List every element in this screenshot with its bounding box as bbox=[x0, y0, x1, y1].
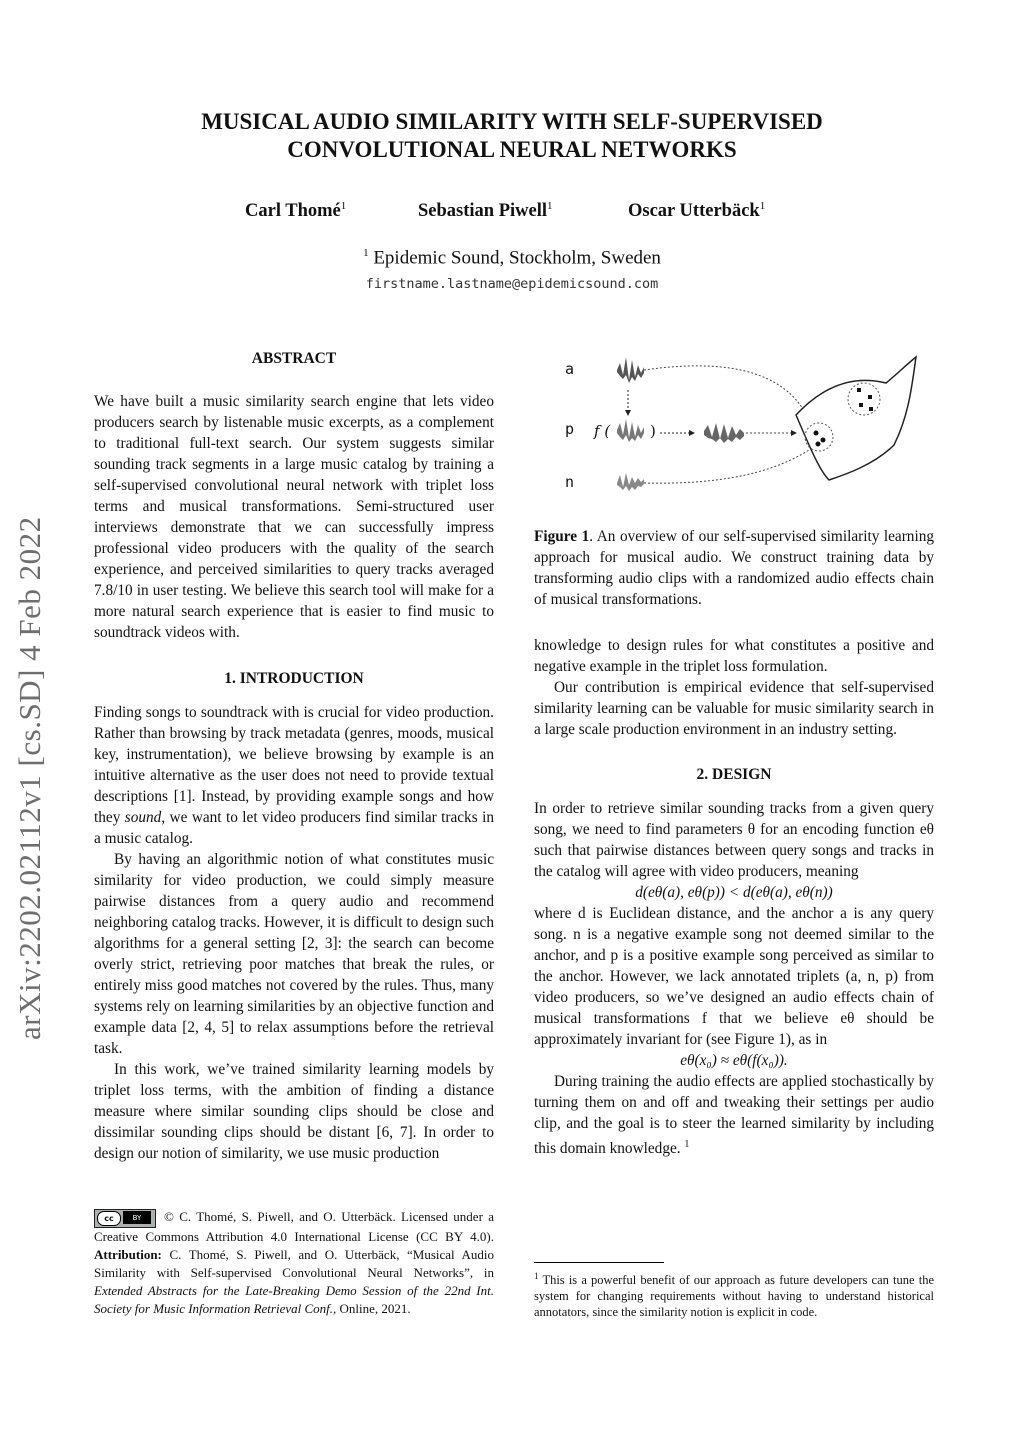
attribution-text: C. Thomé, S. Piwell, and O. Utterbäck, “Musical Audio Similarity with Self-supervised Convolutional Neural Networks”, in bbox=[94, 1246, 494, 1280]
attribution-label: Attribution: bbox=[94, 1246, 162, 1262]
embedding-manifold bbox=[796, 357, 916, 480]
figure-1 bbox=[534, 345, 934, 515]
continued-paragraph: knowledge to design rules for what constitutes a positive and negative example in the triplet loss formulation. bbox=[534, 637, 934, 675]
waveform-negative-icon bbox=[617, 473, 644, 491]
license-line: © C. Thomé, S. Piwell, and O. Utterbäck. Licensed under a Creative Commons Attribution 4.0 International License (CC BY 4.0). bbox=[94, 1209, 494, 1244]
intro-paragraph-3: In this work, we’ve trained similarity learning models by triplet loss terms, with the ambition of finding a distance measure where similar sounding clips should be close and dissimilar sounding clips should be distant [6, 7]. In order to design our notion of similarity, we use music production bbox=[94, 1061, 494, 1162]
equation-2: eθ(x₀) ≈ eθ(f(x₀)). bbox=[680, 1052, 788, 1069]
label-positive: p bbox=[565, 420, 575, 438]
left-column bbox=[94, 348, 494, 1164]
waveform-positive-icon bbox=[617, 419, 644, 442]
author-2: Sebastian Piwell$^1$ bbox=[418, 200, 553, 222]
license-block bbox=[94, 1208, 494, 1318]
footnote-reference[interactable]: 1 bbox=[684, 1139, 690, 1150]
author-3: Oscar Utterbäck$^1$ bbox=[628, 200, 766, 222]
anchor-embed-arrow bbox=[644, 366, 809, 420]
intro-paragraph-1: Finding songs to soundtrack with is crucial for video production. Rather than browsing by track metadata (genres, moods, musical key, instrumentation), we believe browsing by example is an intuitive alternative as the user does not need to provide textual descriptions [1]. Instead, by providing example songs and how they sound, we want to let video producers find similar tracks in a music catalog. bbox=[94, 704, 494, 847]
abstract-text: We have built a music similarity search engine that lets video producers search by listenable music excerpts, as a complement to traditional full-text search. Our system suggests similar sounding track segments in a large music catalog by training a self-supervised convolutional neural network with triplet loss terms and musical transformations. Semi-structured user interviews demonstrate that we can successfully impress professional video producers with the quality of the search experience, and perceived similarities to query tracks averaged 7.8/10 in user testing. We believe this search tool will make for a more natural search experience that is easier to find music to soundtrack videos with. bbox=[94, 393, 494, 641]
attribution-venue: Extended Abstracts for the Late-Breaking Demo Session of the 22nd Int. Society for Music Information Retrieval Conf., bbox=[94, 1282, 494, 1316]
footnote-divider bbox=[534, 1262, 664, 1263]
waveform-anchor-icon bbox=[617, 357, 644, 383]
design-heading: 2. DESIGN bbox=[696, 766, 772, 783]
equation-1: d(eθ(a), eθ(p)) < d(eθ(a), eθ(n)) bbox=[635, 884, 833, 901]
figure-diagram bbox=[534, 345, 934, 515]
intro-heading: 1. INTRODUCTION bbox=[224, 670, 364, 687]
design-paragraph-3: During training the audio effects are applied stochastically by turning them on and off and tweaking their settings per audio clip, and the goal is to steer the learned similarity by including this domain knowledge. $^1$ bbox=[534, 1073, 934, 1158]
author-email: firstname.lastname@epidemicsound.com bbox=[365, 276, 659, 292]
design-paragraph-2: where d is Euclidean distance, and the anchor a is any query song. n is a negative example song not deemed similar to the anchor, and p is a positive example song perceived as similar to the anchor. However, we lack annotated triplets (a, n, p) from video producers, so we’ve designed an audio effects chain of musical transformations f that we believe eθ should be approximately invariant for (see Figure 1), as in bbox=[534, 905, 934, 1048]
right-column bbox=[534, 635, 934, 1159]
attribution-end: Online, 2021. bbox=[336, 1300, 411, 1316]
contribution-paragraph: Our contribution is empirical evidence that self-supervised similarity learning can be valuable for music similarity search in a large scale production environment in an industry setting. bbox=[534, 679, 934, 738]
abstract-heading: ABSTRACT bbox=[251, 350, 337, 367]
transform-close: ) bbox=[650, 422, 656, 440]
design-paragraph-1: In order to retrieve similar sounding tracks from a given query song, we need to find parameters θ for an encoding function eθ such that pairwise distances between query songs and tracks in the catalog will agree with video producers, meaning bbox=[534, 800, 934, 880]
author-1: Carl Thomé$^1$ bbox=[245, 200, 347, 222]
footnote-1: $^1$ This is a powerful benefit of our approach as future developers can tune the system for changing requirements without having to understand historical annotators, since the similarity notion is explicit in code. bbox=[534, 1271, 934, 1320]
by-badge-text: BY bbox=[123, 1211, 151, 1224]
transform-open: f ( bbox=[594, 422, 611, 440]
cc-badge-text: cc bbox=[97, 1211, 121, 1226]
waveform-transformed-icon bbox=[704, 423, 744, 443]
label-negative: n bbox=[565, 473, 575, 491]
cc-by-badge-icon[interactable] bbox=[94, 1209, 156, 1228]
figure-caption: Figure 1. An overview of our self-supervised similarity learning approach for musical audio. We construct training data by transforming audio clips with a randomized audio effects chain of musical transformations. bbox=[534, 528, 934, 608]
affiliation: $^1$ Epidemic Sound, Stockholm, Sweden bbox=[363, 247, 661, 269]
paper-title: MUSICAL AUDIO SIMILARITY WITH SELF-SUPERVISED CONVOLUTIONAL NEURAL NETWORKS bbox=[201, 109, 823, 162]
intro-paragraph-2: By having an algorithmic notion of what constitutes music similarity for video production, we could simply measure pairwise distances from a query audio and recommend neighboring catalog tracks. However, it is difficult to design such algorithms for a general setting [2, 3]: the search can become overly strict, retrieving poor matches that break the rules, or entirely miss good matches not covered by the rules. Thus, many systems rely on learning similarities by an objective function and example data [2, 4, 5] to relax assumptions before the retrieval task. bbox=[94, 851, 494, 1057]
arxiv-identifier: arXiv:2202.02112v1 [cs.SD] 4 Feb 2022 bbox=[12, 516, 47, 1040]
label-anchor: a bbox=[565, 360, 575, 378]
